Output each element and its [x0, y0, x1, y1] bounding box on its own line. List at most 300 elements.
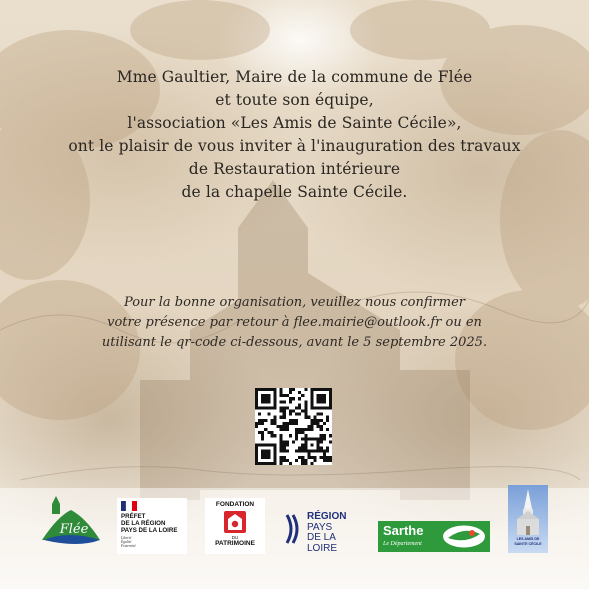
qr-module [280, 459, 283, 462]
qr-module [314, 406, 317, 409]
qr-module [301, 462, 304, 465]
qr-module [289, 422, 292, 425]
qr-module [320, 447, 323, 450]
qr-module [317, 413, 320, 416]
qr-module [317, 388, 320, 391]
qr-module [314, 422, 317, 425]
qr-module [292, 388, 295, 391]
qr-module [329, 434, 332, 437]
qr-module [255, 459, 258, 462]
qr-module [317, 406, 320, 409]
qr-module [255, 397, 258, 400]
qr-module [323, 394, 326, 397]
flee-logo-text: Flée [59, 522, 89, 537]
qr-module [326, 388, 329, 391]
rsvp-line: votre présence par retour à flee.mairie@outlook.fr ou en [107, 315, 482, 330]
qr-module [273, 400, 276, 403]
prefet-line: PAYS DE LA LOIRE [121, 527, 178, 534]
qr-module [304, 400, 307, 403]
qr-module [283, 410, 286, 413]
qr-module [273, 447, 276, 450]
qr-module [317, 443, 320, 446]
qr-module [310, 422, 313, 425]
qr-module [326, 456, 329, 459]
qr-module [286, 428, 289, 431]
invitation-line: et toute son équipe, [215, 91, 374, 109]
qr-module [326, 459, 329, 462]
qr-module [280, 400, 283, 403]
qr-module [298, 456, 301, 459]
qr-module [289, 434, 292, 437]
qr-module [310, 428, 313, 431]
qr-module [314, 437, 317, 440]
qr-module [310, 456, 313, 459]
qr-module [304, 410, 307, 413]
qr-module [320, 394, 323, 397]
qr-module [280, 447, 283, 450]
qr-module [307, 425, 310, 428]
qr-module [264, 406, 267, 409]
qr-module [320, 434, 323, 437]
qr-module [283, 440, 286, 443]
invitation-line: Mme Gaultier, Maire de la commune de Flée [116, 68, 473, 86]
qr-module [267, 413, 270, 416]
qr-module [304, 413, 307, 416]
qr-module [289, 397, 292, 400]
qr-module [264, 428, 267, 431]
qr-module [326, 416, 329, 419]
qr-module [295, 431, 298, 434]
qr-module [292, 410, 295, 413]
qr-module [323, 453, 326, 456]
qr-module [273, 443, 276, 446]
qr-module [298, 406, 301, 409]
qr-module [326, 406, 329, 409]
qr-module [261, 431, 264, 434]
qr-module [261, 400, 264, 403]
qr-module [270, 419, 273, 422]
qr-module [317, 397, 320, 400]
qr-module [307, 453, 310, 456]
qr-module [261, 456, 264, 459]
qr-module [298, 397, 301, 400]
qr-module [258, 419, 261, 422]
qr-module [320, 440, 323, 443]
qr-module [304, 459, 307, 462]
qr-module [295, 422, 298, 425]
qr-module [320, 437, 323, 440]
qr-module [314, 419, 317, 422]
qr-module [258, 413, 261, 416]
qr-module [317, 400, 320, 403]
flee-logo [38, 496, 104, 554]
qr-module [270, 422, 273, 425]
qr-module [267, 406, 270, 409]
qr-module [301, 437, 304, 440]
qr-module [323, 434, 326, 437]
qr-module [326, 428, 329, 431]
qr-module [264, 400, 267, 403]
qr-module [317, 447, 320, 450]
qr-module [273, 419, 276, 422]
qr-module [323, 397, 326, 400]
sarthe-name: Sarthe [383, 523, 424, 538]
qr-module [295, 406, 298, 409]
qr-module [273, 459, 276, 462]
qr-module [310, 450, 313, 453]
qr-module [304, 428, 307, 431]
amis-line: LES AMIS DE [516, 537, 540, 541]
qr-module [304, 388, 307, 391]
qr-module [323, 422, 326, 425]
qr-module [267, 453, 270, 456]
qr-module [280, 440, 283, 443]
qr-module [320, 388, 323, 391]
qr-module [286, 425, 289, 428]
qr-module [283, 406, 286, 409]
qr-module [255, 394, 258, 397]
rsvp-line: utilisant le qr-code ci-dessous, avant le 5 septembre 2025. [101, 335, 488, 350]
fondation-emblem-icon [224, 511, 246, 533]
qr-module [320, 397, 323, 400]
qr-module [295, 428, 298, 431]
qr-module [307, 456, 310, 459]
qr-module [283, 416, 286, 419]
qr-module [295, 419, 298, 422]
prefet-motto: Liberté [121, 536, 132, 540]
qr-module [298, 413, 301, 416]
qr-module [289, 410, 292, 413]
qr-module [264, 397, 267, 400]
qr-module [301, 447, 304, 450]
qr-module [329, 397, 332, 400]
qr-module [258, 443, 261, 446]
qr-module [320, 425, 323, 428]
marianne-flag-icon [121, 501, 137, 511]
qr-module [261, 422, 264, 425]
qr-module [280, 416, 283, 419]
prefet-logo [117, 498, 187, 554]
qr-module [280, 450, 283, 453]
qr-module [317, 394, 320, 397]
qr-module [283, 394, 286, 397]
qr-module [267, 431, 270, 434]
qr-module [280, 434, 283, 437]
qr-module [280, 425, 283, 428]
qr-module [329, 400, 332, 403]
qr-module [264, 462, 267, 465]
qr-module [258, 388, 261, 391]
amis-line: SAINTE CÉCILE [514, 541, 542, 546]
rsvp-line: Pour la bonne organisation, veuillez nous confirmer [124, 295, 465, 310]
qr-module [298, 403, 301, 406]
qr-module [255, 388, 258, 391]
qr-module [310, 400, 313, 403]
qr-module [295, 459, 298, 462]
qr-module [273, 456, 276, 459]
qr-module [273, 434, 276, 437]
qr-module [323, 388, 326, 391]
qr-module [264, 443, 267, 446]
qr-module [273, 394, 276, 397]
qr-module [310, 406, 313, 409]
invitation-line: l'association «Les Amis de Sainte Cécile», [127, 114, 462, 132]
fondation-patrimoine-logo [205, 498, 265, 554]
qr-module [283, 422, 286, 425]
qr-module [317, 437, 320, 440]
qr-module [301, 443, 304, 446]
qr-module [264, 450, 267, 453]
sarthe-sub: Le Département [383, 541, 422, 547]
qr-module [301, 428, 304, 431]
qr-module [255, 453, 258, 456]
qr-module [295, 450, 298, 453]
qr-module [329, 440, 332, 443]
qr-module [304, 450, 307, 453]
qr-module [301, 410, 304, 413]
qr-module [289, 413, 292, 416]
qr-module [286, 406, 289, 409]
qr-module [273, 422, 276, 425]
qr-module [273, 453, 276, 456]
qr-module [304, 403, 307, 406]
qr-module [307, 437, 310, 440]
region-pays-de-la-loire-logo [283, 509, 359, 554]
amis-sainte-cecile-logo [508, 485, 548, 553]
qr-module [317, 419, 320, 422]
qr-code[interactable] [255, 388, 332, 465]
fondation-patrimoine-label: PATRIMOINE [215, 540, 255, 547]
qr-module [286, 394, 289, 397]
qr-module [298, 447, 301, 450]
qr-module [310, 425, 313, 428]
invitation-line: de la chapelle Sainte Cécile. [181, 183, 408, 201]
qr-module [267, 400, 270, 403]
qr-module [286, 459, 289, 462]
qr-module [264, 419, 267, 422]
qr-module [326, 419, 329, 422]
qr-module [320, 413, 323, 416]
qr-module [270, 406, 273, 409]
qr-module [255, 406, 258, 409]
qr-module [277, 425, 280, 428]
prefet-motto: Fraternité [121, 544, 136, 548]
region-line: RÉGION [307, 511, 347, 522]
qr-module [270, 434, 273, 437]
qr-module [255, 456, 258, 459]
qr-module [264, 388, 267, 391]
qr-module [267, 443, 270, 446]
qr-module [326, 450, 329, 453]
qr-module [310, 403, 313, 406]
qr-module [286, 443, 289, 446]
qr-module [304, 443, 307, 446]
fondation-du: DU [231, 535, 239, 540]
qr-module [317, 425, 320, 428]
rsvp-note [30, 293, 559, 353]
qr-module [261, 462, 264, 465]
qr-module [289, 391, 292, 394]
qr-module [310, 391, 313, 394]
qr-module [273, 388, 276, 391]
qr-module [283, 459, 286, 462]
qr-module [267, 456, 270, 459]
qr-module [310, 397, 313, 400]
region-line: PAYS [307, 521, 333, 533]
qr-module [298, 450, 301, 453]
qr-module [289, 419, 292, 422]
invitation-line: de Restauration intérieure [188, 160, 401, 178]
qr-module [270, 388, 273, 391]
qr-module [301, 456, 304, 459]
qr-module [255, 400, 258, 403]
region-wave-icon [285, 513, 303, 545]
qr-module [310, 462, 313, 465]
qr-module [270, 462, 273, 465]
qr-module [323, 437, 326, 440]
qr-module [310, 388, 313, 391]
qr-module [267, 397, 270, 400]
qr-module [329, 388, 332, 391]
qr-module [286, 422, 289, 425]
qr-module [261, 434, 264, 437]
qr-module [307, 428, 310, 431]
qr-module [273, 391, 276, 394]
qr-module [261, 450, 264, 453]
qr-module [261, 394, 264, 397]
qr-module [298, 428, 301, 431]
qr-module [323, 450, 326, 453]
qr-module [273, 403, 276, 406]
qr-module [255, 425, 258, 428]
qr-module [255, 462, 258, 465]
qr-module [267, 462, 270, 465]
qr-module [283, 443, 286, 446]
qr-module [292, 419, 295, 422]
qr-module [280, 462, 283, 465]
qr-module [320, 419, 323, 422]
qr-module [304, 406, 307, 409]
qr-module [301, 459, 304, 462]
qr-module [255, 422, 258, 425]
qr-module [304, 462, 307, 465]
qr-module [255, 443, 258, 446]
qr-module [301, 394, 304, 397]
qr-module [310, 443, 313, 446]
qr-module [329, 403, 332, 406]
qr-module [261, 437, 264, 440]
qr-module [261, 397, 264, 400]
qr-module [301, 431, 304, 434]
qr-module [320, 428, 323, 431]
qr-module [280, 394, 283, 397]
qr-module [314, 459, 317, 462]
qr-module [304, 447, 307, 450]
qr-module [317, 440, 320, 443]
region-line: DE LA LOIRE [307, 532, 338, 554]
qr-module [264, 453, 267, 456]
qr-module [307, 416, 310, 419]
invitation-line: ont le plaisir de vous inviter à l'inauguration des travaux [68, 137, 521, 155]
qr-module [310, 419, 313, 422]
qr-module [273, 462, 276, 465]
qr-module [264, 394, 267, 397]
qr-module [280, 443, 283, 446]
qr-module [280, 456, 283, 459]
qr-module [323, 400, 326, 403]
qr-module [298, 431, 301, 434]
prefet-motto: Égalité [121, 540, 132, 544]
qr-module [258, 431, 261, 434]
qr-module [255, 447, 258, 450]
qr-module [329, 394, 332, 397]
qr-module [295, 434, 298, 437]
qr-module [261, 406, 264, 409]
qr-module [304, 440, 307, 443]
qr-module [280, 388, 283, 391]
qr-module [292, 397, 295, 400]
qr-module [317, 422, 320, 425]
qr-module [267, 450, 270, 453]
qr-module [283, 428, 286, 431]
qr-module [314, 416, 317, 419]
qr-module [258, 422, 261, 425]
qr-module [320, 456, 323, 459]
qr-module [267, 394, 270, 397]
qr-module [323, 456, 326, 459]
qr-module [267, 388, 270, 391]
qr-module [292, 422, 295, 425]
qr-module [320, 400, 323, 403]
qr-module [320, 450, 323, 453]
qr-module [270, 431, 273, 434]
qr-module [295, 437, 298, 440]
qr-module [255, 391, 258, 394]
qr-module [258, 406, 261, 409]
qr-module [280, 437, 283, 440]
qr-module [326, 447, 329, 450]
qr-module [307, 450, 310, 453]
qr-module [273, 406, 276, 409]
qr-module [329, 459, 332, 462]
qr-module [301, 450, 304, 453]
qr-module [289, 400, 292, 403]
qr-module [317, 450, 320, 453]
qr-module [283, 450, 286, 453]
qr-module [323, 459, 326, 462]
qr-module [280, 406, 283, 409]
qr-module [298, 391, 301, 394]
qr-module [264, 456, 267, 459]
qr-module [283, 456, 286, 459]
qr-module [261, 388, 264, 391]
fondation-label: FONDATION [215, 501, 255, 508]
qr-module [270, 443, 273, 446]
qr-module [286, 450, 289, 453]
qr-module [258, 462, 261, 465]
sarthe-emblem-icon [442, 524, 486, 549]
qr-module [320, 406, 323, 409]
qr-module [280, 410, 283, 413]
qr-module [314, 450, 317, 453]
qr-module [280, 428, 283, 431]
qr-module [255, 403, 258, 406]
qr-module [310, 394, 313, 397]
qr-module [304, 437, 307, 440]
prefet-line: DE LA RÉGION [121, 520, 166, 527]
qr-module [329, 391, 332, 394]
invitation-text [20, 66, 569, 204]
